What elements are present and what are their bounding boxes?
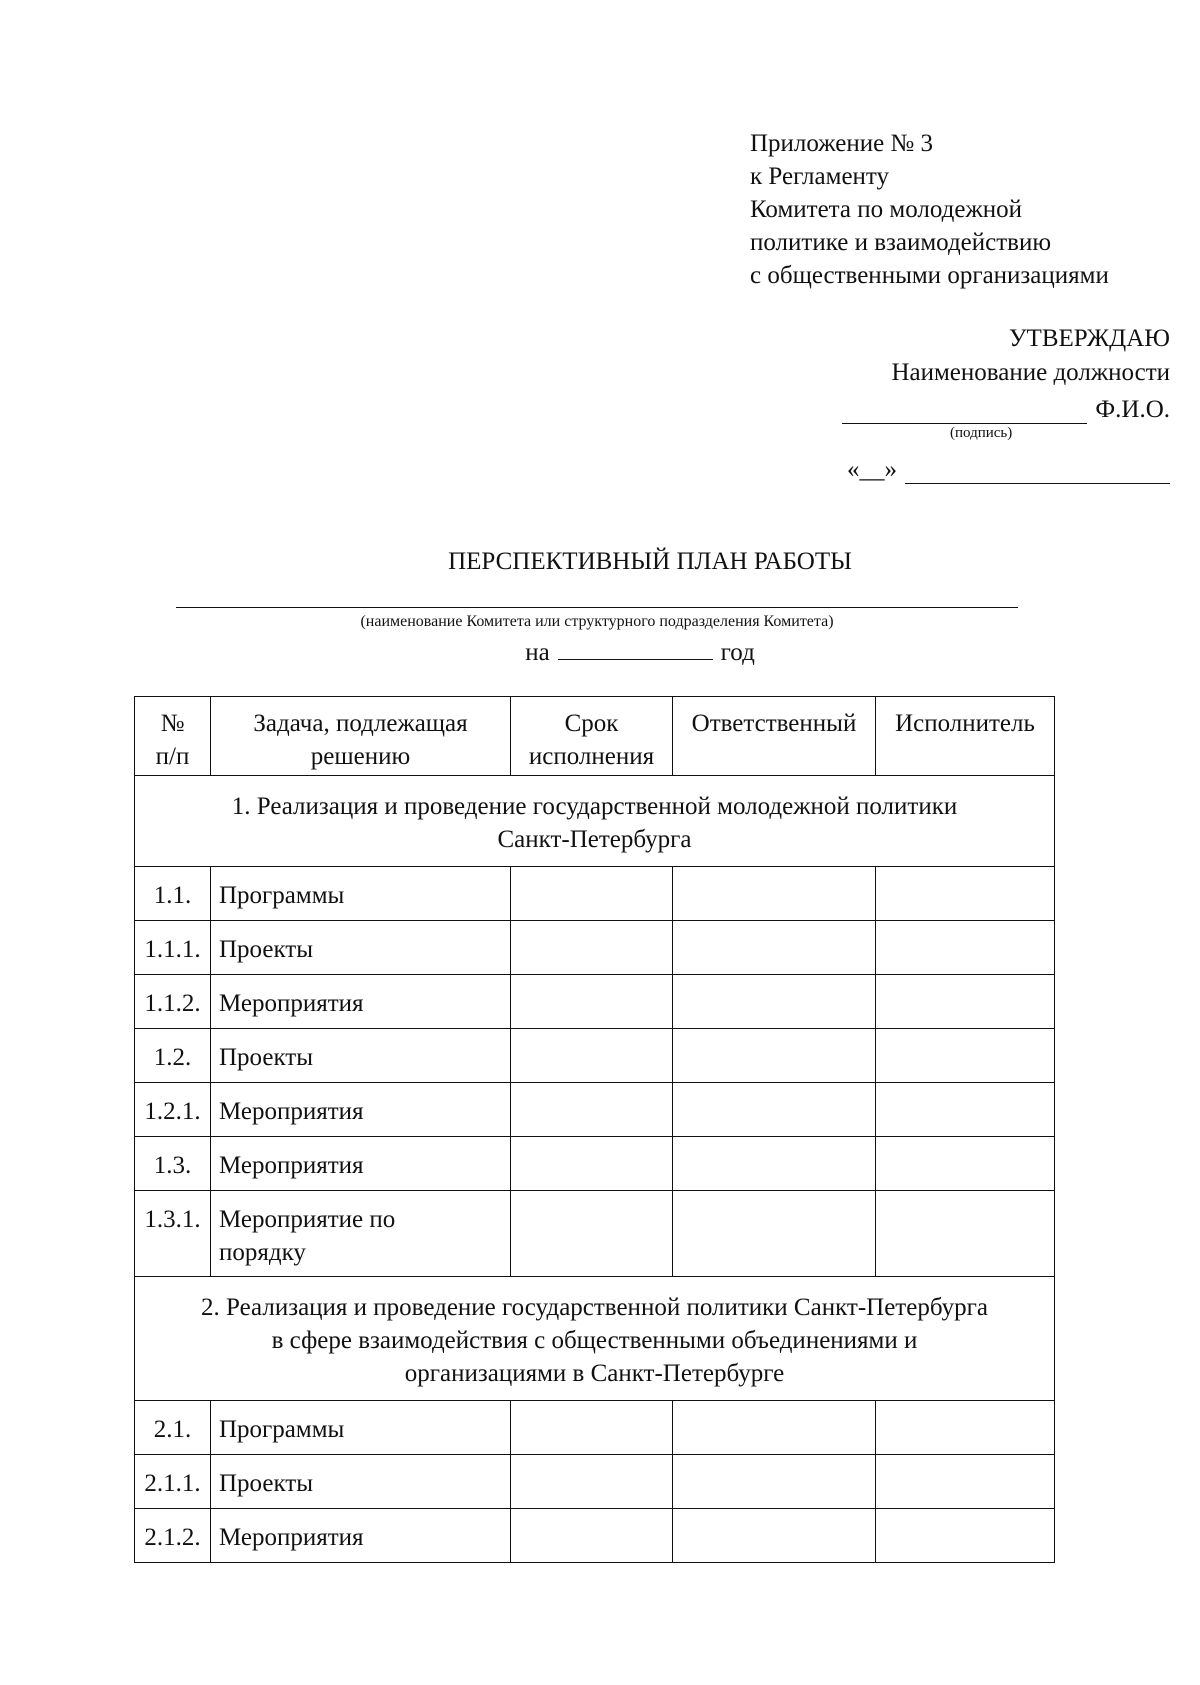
header-term <box>511 697 673 776</box>
header-executor: Исполнитель <box>876 697 1055 776</box>
year-suffix: год <box>720 639 755 666</box>
row-number: 1.3.1. <box>135 1191 211 1277</box>
table-row <box>135 867 1055 921</box>
row-executor <box>876 1191 1055 1277</box>
section-1-line2: Санкт-Петербурга <box>497 826 692 853</box>
row-number: 1.1.2. <box>135 975 211 1029</box>
row-number: 2.1.1. <box>135 1455 211 1509</box>
header-term-line2: исполнения <box>528 743 655 770</box>
row-executor <box>876 1455 1055 1509</box>
row-responsible <box>673 1083 876 1137</box>
row-task: Проекты <box>211 921 511 975</box>
section-2-title <box>135 1277 1055 1401</box>
row-task: Программы <box>211 1401 511 1455</box>
row-term <box>511 921 673 975</box>
organization-caption: (наименование Комитета или структурного подразделения Комитета) <box>360 613 834 630</box>
row-term <box>511 1029 673 1083</box>
row-task: Мероприятия <box>211 975 511 1029</box>
table-row <box>135 1509 1055 1563</box>
row-term <box>511 1401 673 1455</box>
table-row <box>135 1455 1055 1509</box>
section-1-title <box>135 776 1055 867</box>
section-1-line1: 1. Реализация и проведение государственной молодежной политики <box>231 793 958 820</box>
row-number: 1.3. <box>135 1137 211 1191</box>
row-executor <box>876 1137 1055 1191</box>
approval-block <box>810 322 1170 484</box>
row-executor <box>876 975 1055 1029</box>
row-responsible <box>673 1137 876 1191</box>
row-term <box>511 1509 673 1563</box>
table-row <box>135 1083 1055 1137</box>
signature-row <box>810 390 1170 424</box>
row-number: 1.1. <box>135 867 211 921</box>
table-row <box>135 921 1055 975</box>
row-task: Проекты <box>211 1455 511 1509</box>
header-task <box>211 697 511 776</box>
row-task: Мероприятия <box>211 1083 511 1137</box>
row-executor <box>876 921 1055 975</box>
header-number <box>135 697 211 776</box>
section-2-line1: 2. Реализация и проведение государственной политики Санкт-Петербурга <box>201 1294 988 1321</box>
row-responsible <box>673 1029 876 1083</box>
organization-line <box>176 607 1018 608</box>
table-row <box>135 1191 1055 1277</box>
approve-heading: УТВЕРЖДАЮ <box>1008 325 1170 352</box>
row-responsible <box>673 1455 876 1509</box>
year-line <box>558 637 713 660</box>
row-task <box>211 1191 511 1277</box>
appendix-line: с общественными организациями <box>750 262 1109 289</box>
row-task: Проекты <box>211 1029 511 1083</box>
row-number: 1.2.1. <box>135 1083 211 1137</box>
row-responsible <box>673 867 876 921</box>
row-task: Мероприятия <box>211 1137 511 1191</box>
signature-caption: (подпись) <box>950 425 1013 441</box>
row-term <box>511 1191 673 1277</box>
header-number-line2: п/п <box>155 743 190 770</box>
header-task-line1: Задача, подлежащая <box>253 710 468 737</box>
fio-label: Ф.И.О. <box>1095 396 1170 423</box>
appendix-line: Приложение № 3 <box>750 130 934 157</box>
table-row <box>135 1137 1055 1191</box>
row-term <box>511 1083 673 1137</box>
row-task-line1: Мероприятие по <box>219 1206 396 1233</box>
header-responsible: Ответственный <box>673 697 876 776</box>
row-executor <box>876 1083 1055 1137</box>
appendix-block <box>750 127 1109 292</box>
header-number-line1: № <box>160 710 185 737</box>
appendix-line: Комитета по молодежной <box>750 196 1022 223</box>
section-2-line2: в сфере взаимодействия с общественными объединениями и <box>271 1327 918 1354</box>
signature-line <box>842 397 1087 424</box>
year-prefix: на <box>525 639 550 666</box>
table-header-row <box>135 697 1055 776</box>
date-line <box>905 459 1170 484</box>
date-quote: «__» <box>847 456 897 483</box>
row-responsible <box>673 1401 876 1455</box>
position-title: Наименование должности <box>891 359 1170 386</box>
row-responsible <box>673 921 876 975</box>
date-row <box>810 444 1170 484</box>
table-row <box>135 975 1055 1029</box>
appendix-line: политике и взаимодействию <box>750 229 1052 256</box>
row-executor <box>876 1509 1055 1563</box>
section-row-1 <box>135 776 1055 867</box>
row-task-line2: порядку <box>219 1239 306 1266</box>
plan-table <box>134 696 1055 1563</box>
row-executor <box>876 1029 1055 1083</box>
table-row <box>135 1401 1055 1455</box>
row-number: 2.1.2. <box>135 1509 211 1563</box>
row-number: 1.1.1. <box>135 921 211 975</box>
row-responsible <box>673 975 876 1029</box>
row-term <box>511 975 673 1029</box>
row-task: Программы <box>211 867 511 921</box>
row-responsible <box>673 1509 876 1563</box>
row-task: Мероприятия <box>211 1509 511 1563</box>
row-number: 2.1. <box>135 1401 211 1455</box>
row-term <box>511 1455 673 1509</box>
row-responsible <box>673 1191 876 1277</box>
row-number: 1.2. <box>135 1029 211 1083</box>
year-row <box>0 637 1200 667</box>
row-term <box>511 1137 673 1191</box>
document-title: ПЕРСПЕКТИВНЫЙ ПЛАН РАБОТЫ <box>448 548 852 575</box>
header-task-line2: решению <box>310 743 411 770</box>
appendix-line: к Регламенту <box>750 163 890 190</box>
table-row <box>135 1029 1055 1083</box>
title-block <box>0 548 1200 576</box>
section-row-2 <box>135 1277 1055 1401</box>
row-term <box>511 867 673 921</box>
header-term-line1: Срок <box>564 710 619 737</box>
row-executor <box>876 867 1055 921</box>
row-executor <box>876 1401 1055 1455</box>
section-2-line3: организациями в Санкт-Петербурге <box>404 1360 785 1387</box>
